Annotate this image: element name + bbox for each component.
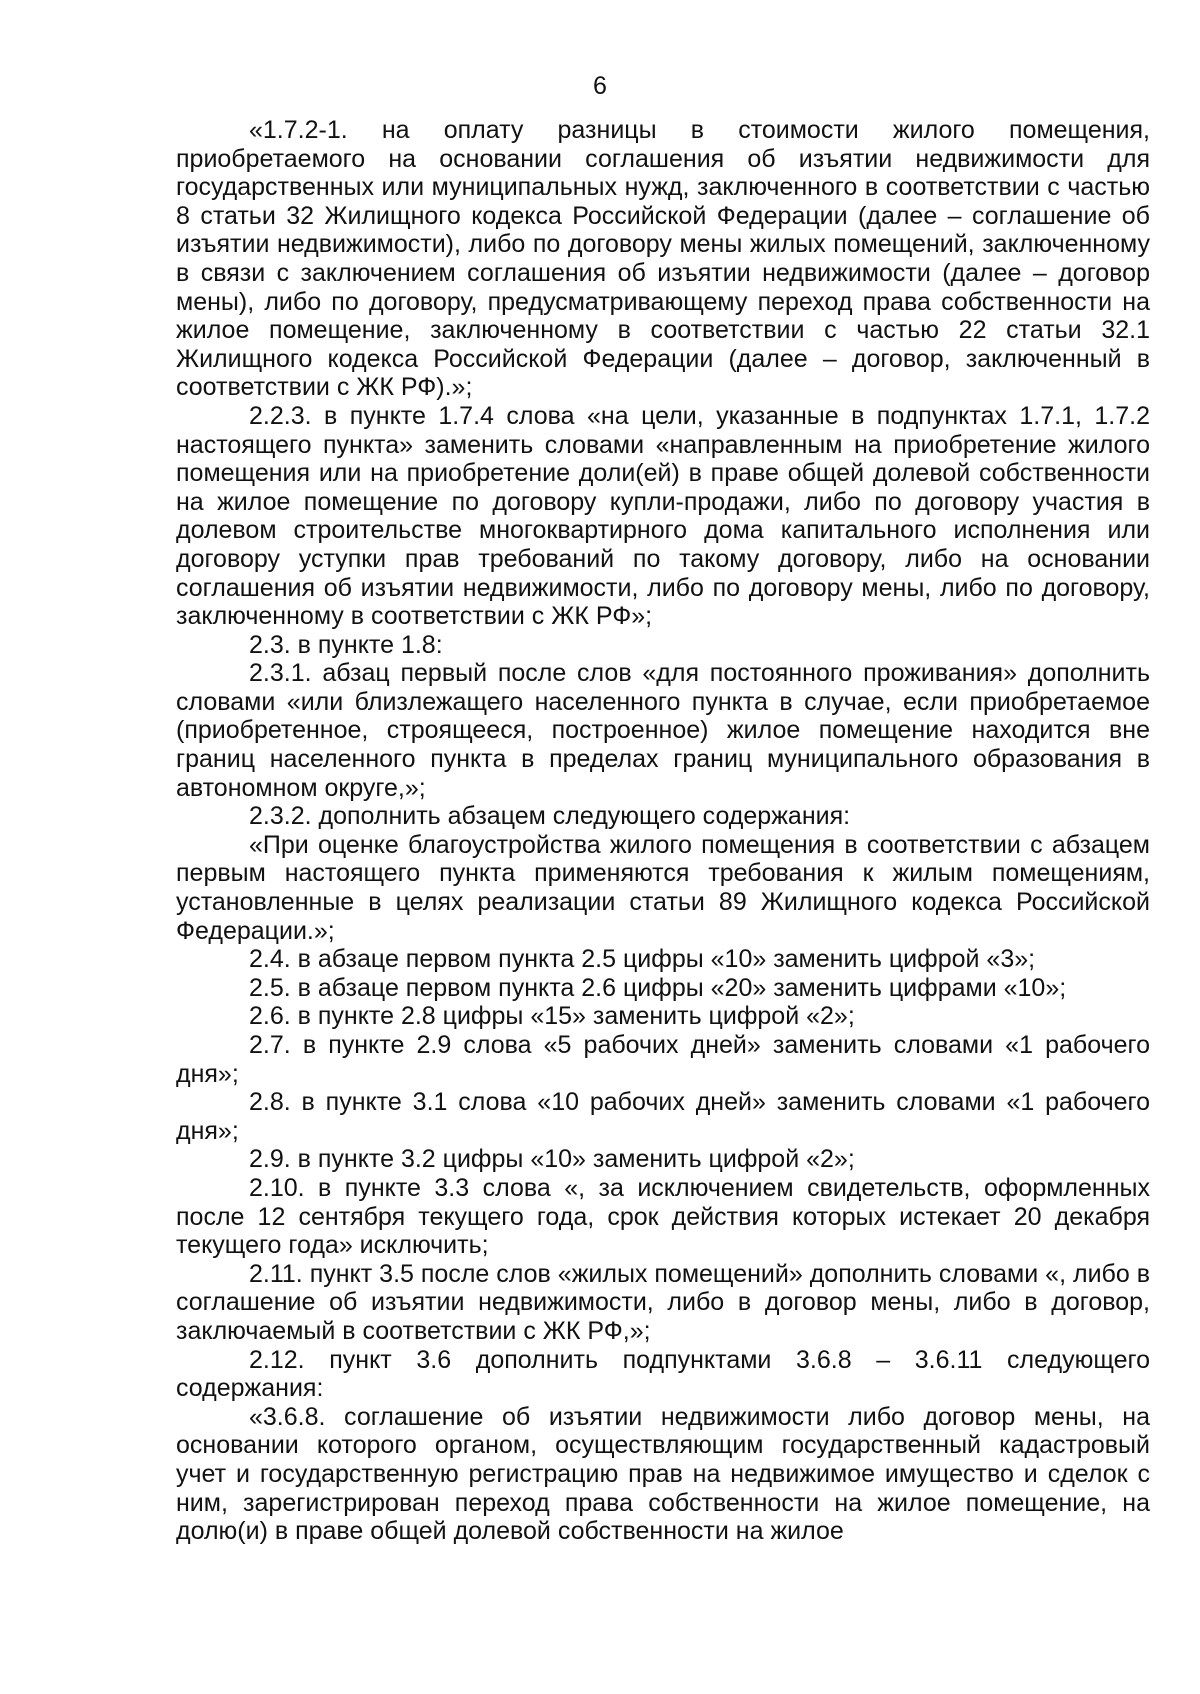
paragraph: 2.8. в пункте 3.1 слова «10 рабочих дней» заменить словами «1 рабочего дня»;	[176, 1088, 1150, 1145]
paragraph: 2.3.1. абзац первый после слов «для постоянного проживания» дополнить словами «или близлежащего населенного пункта в случае, если приобретаемое (приобретенное, строящееся, построенное) жилое помещение находится вне границ населенного пункта в пределах границ муниципального образования в автономном округе,»;	[176, 659, 1150, 802]
paragraph: 2.9. в пункте 3.2 цифры «10» заменить цифрой «2»;	[249, 1145, 855, 1174]
paragraph: 2.11. пункт 3.5 после слов «жилых помещений» дополнить словами «, либо в соглашение об изъятии недвижимости, либо в договор мены, либо в договор, заключаемый в соответствии с ЖК РФ,»;	[176, 1259, 1150, 1345]
paragraph: «3.6.8. соглашение об изъятии недвижимости либо договор мены, на основании которого органом, осуществляющим государственный кадастровый учет и государственную регистрацию прав на недвижимое имущество и сделок с ним, зарегистрирован переход права собственности на жилое помещение, на долю(и) в праве общей долевой собственности на жилое	[176, 1402, 1150, 1546]
paragraph: 2.4. в абзаце первом пункта 2.5 цифры «10» заменить цифрой «3»;	[249, 945, 1036, 974]
paragraph: 2.7. в пункте 2.9 слова «5 рабочих дней» заменить словами «1 рабочего дня»;	[176, 1031, 1150, 1088]
paragraph: 2.3.2. дополнить абзацем следующего содержания:	[249, 802, 851, 831]
paragraph: 2.6. в пункте 2.8 цифры «15» заменить цифрой «2»;	[249, 1002, 855, 1031]
page-number: 6	[593, 72, 607, 100]
document-body	[176, 116, 1150, 1546]
paragraph: 2.3. в пункте 1.8:	[249, 630, 443, 659]
paragraph: «1.7.2-1. на оплату разницы в стоимости жилого помещения, приобретаемого на основании соглашения об изъятии недвижимости для государственных или муниципальных нужд, заключенного в соответствии с частью 8 статьи 32 Жилищного кодекса Российской Федерации (далее – соглашение об изъятии недвижимости), либо по договору мены жилых помещений, заключенному в связи с заключением соглашения об изъятии недвижимости (далее – договор мены), либо по договору, предусматривающему переход права собственности на жилое помещение, заключенному в соответствии с частью 22 статьи 32.1 Жилищного кодекса Российской Федерации (далее – договор, заключенный в соответствии с ЖК РФ).»;	[176, 116, 1150, 402]
paragraph: 2.5. в абзаце первом пункта 2.6 цифры «20» заменить цифрами «10»;	[249, 973, 1067, 1002]
paragraph: «При оценке благоустройства жилого помещения в соответствии с абзацем первым настоящего пункта применяются требования к жилым помещениям, установленные в целях реализации статьи 89 Жилищного кодекса Российской Федерации.»;	[176, 830, 1150, 945]
paragraph: 2.12. пункт 3.6 дополнить подпунктами 3.6.8 – 3.6.11 следующего содержания:	[176, 1345, 1150, 1403]
paragraph: 2.10. в пункте 3.3 слова «, за исключением свидетельств, оформленных после 12 сентября текущего года, срок действия которых истекает 20 декабря текущего года» исключить;	[176, 1173, 1150, 1260]
paragraph: 2.2.3. в пункте 1.7.4 слова «на цели, указанные в подпунктах 1.7.1, 1.7.2 настоящего пункта» заменить словами «направленным на приобретение жилого помещения или на приобретение доли(ей) в праве общей долевой собственности на жилое помещение по договору купли-продажи, либо по договору участия в долевом строительстве многоквартирного дома капитального исполнения или договору уступки прав требований по такому договору, либо на основании соглашения об изъятии недвижимости, либо по договору мены, либо по договору, заключенному в соответствии с ЖК РФ»;	[176, 401, 1150, 631]
